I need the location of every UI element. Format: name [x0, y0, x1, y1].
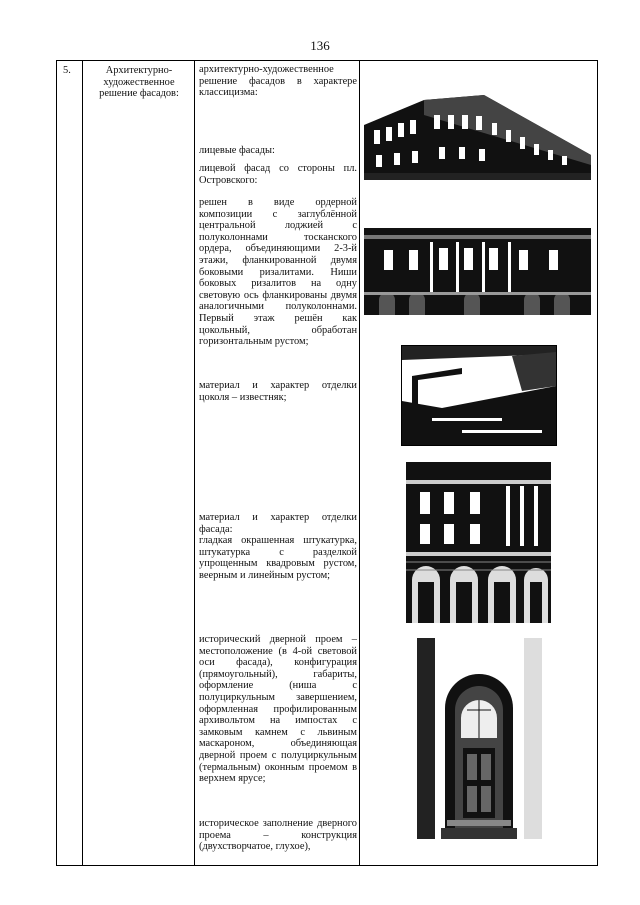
facade-rustication-photo [406, 462, 551, 623]
building-corner-photo [364, 85, 591, 180]
description-block: гладкая окрашенная штукатурка, штукатурка с разделкой упрощенным квадровым рустом, веерным и линейным рустом; [199, 535, 357, 581]
description-block: материал и характер отделки цоколя – известняк; [199, 380, 357, 403]
description-block: лицевой фасад со стороны пл. Островского: [199, 163, 357, 186]
arched-doorway-photo [417, 638, 542, 839]
description-block: материал и характер отделки фасада: [199, 512, 357, 535]
row-label: Архитектурно-художественное решение фасадов: [99, 65, 179, 100]
attributes-table [56, 60, 598, 866]
page-number: 136 [310, 38, 330, 53]
column-divider-3 [359, 61, 360, 865]
description-block: решен в виде ордерной композиции с заглублённой центральной лоджией с полуколоннами тосканского ордера, объединяющими 2-3-й этажи, фланкированной двумя боковыми ризалитами. Ниши боковых ризалитов на одну световую ось фланкированы двумя аналогичными полуколоннами. Первый этаж решён как цокольный, обработан горизонтальным рустом; [199, 197, 357, 348]
description-block: лицевые фасады: [199, 145, 275, 156]
row-number: 5. [63, 65, 71, 76]
description-block: исторический дверной проем – местоположение (в 4-ой световой оси фасада), конфигурация (прямоугольный), габариты, оформление (ниша с полуциркульным завершением, оформленная профилированным архивольтом на импостах с замковым камнем с львиным маскароном, объединяющая дверной проем с полуциркульным (термальным) оконным проемом в верхнем ярусе; [199, 634, 357, 785]
column-divider-1 [82, 61, 83, 865]
description-block: историческое заполнение дверного проема – конструкция (двухстворчатое, глухое), [199, 818, 357, 853]
main-facade-photo [364, 220, 591, 315]
plinth-limestone-photo [401, 345, 557, 446]
column-divider-2 [194, 61, 195, 865]
description-block: архитектурно-художественное решение фасадов в характере классицизма: [199, 64, 357, 99]
